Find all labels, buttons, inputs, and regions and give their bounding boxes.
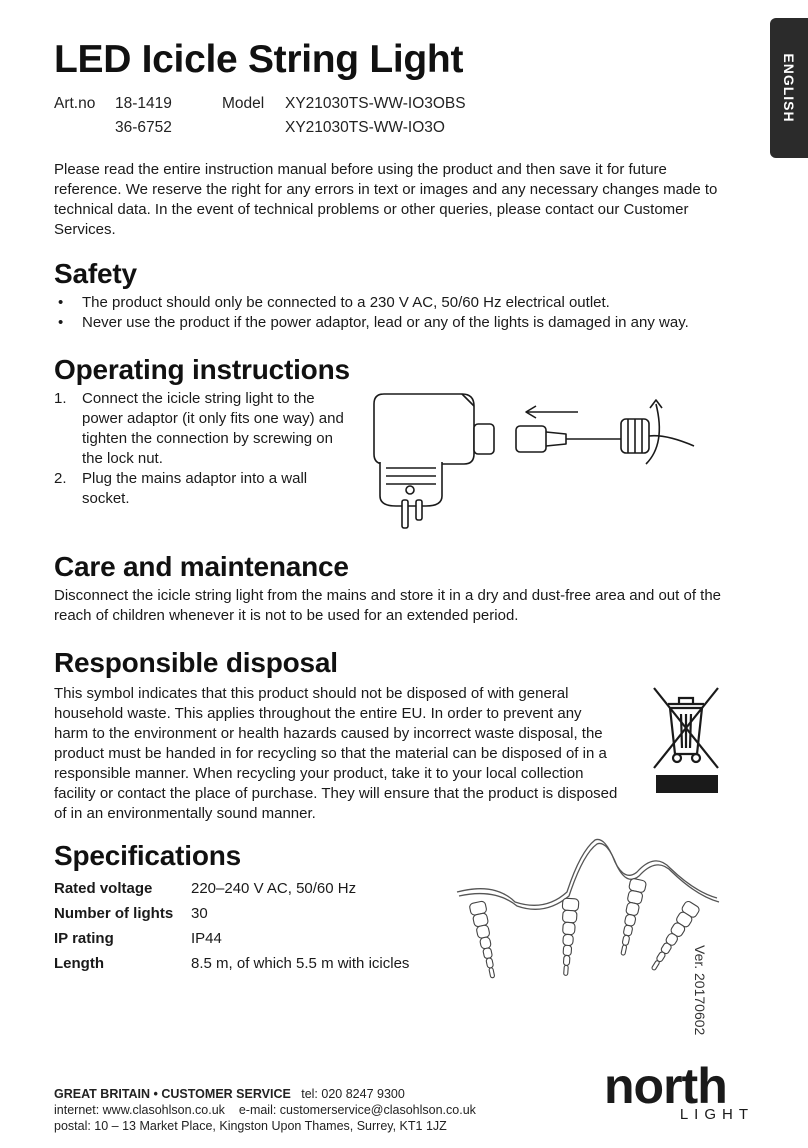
list-item: • Never use the product if the power adaptor, lead or any of the lights is damaged in any way. bbox=[54, 313, 754, 333]
operating-steps bbox=[54, 389, 344, 509]
logo-word: north bbox=[604, 1058, 727, 1114]
footer-contact bbox=[54, 1086, 476, 1134]
table-row bbox=[54, 876, 409, 901]
list-item bbox=[54, 469, 344, 509]
list-item: • The product should only be connected to a 230 V AC, 50/60 Hz electrical outlet. bbox=[54, 293, 754, 313]
model-2: XY21030TS-WW-IO3O bbox=[285, 119, 445, 136]
spec-value: 30 bbox=[191, 905, 208, 922]
spec-label: Rated voltage bbox=[54, 880, 153, 897]
table-row bbox=[54, 951, 409, 976]
footer-line-1 bbox=[54, 1086, 476, 1102]
spec-value: 220–240 V AC, 50/60 Hz bbox=[191, 880, 357, 897]
intro-paragraph: Please read the entire instruction manual before using the product and then save it for future reference. We reserve the right for any errors in text or images and any necessary changes made to technical data. In the event of technical problems or other queries, please contact our Customer Services. bbox=[54, 161, 718, 238]
care-heading: Care and maintenance bbox=[54, 551, 349, 582]
step-number: 1. bbox=[54, 390, 67, 407]
footer-line-2 bbox=[54, 1102, 476, 1118]
spec-label: Length bbox=[54, 955, 104, 972]
list-item bbox=[54, 389, 344, 469]
bin-underline-bar bbox=[656, 775, 718, 793]
crossed-bin-icon bbox=[648, 682, 724, 772]
icicle-lights-illustration bbox=[455, 832, 725, 1022]
disposal-heading: Responsible disposal bbox=[54, 647, 338, 678]
operating-heading: Operating instructions bbox=[54, 354, 350, 385]
safety-list bbox=[54, 293, 754, 333]
table-row bbox=[54, 901, 409, 926]
footer-postal: postal: 10 – 13 Market Place, Kingston Upon Thames, Surrey, KT1 1JZ bbox=[54, 1119, 447, 1133]
safety-heading: Safety bbox=[54, 258, 137, 289]
footer-email: e-mail: customerservice@clasohlson.co.uk bbox=[238, 1103, 476, 1117]
specs-heading: Specifications bbox=[54, 840, 242, 871]
footer-region: GREAT BRITAIN • CUSTOMER SERVICE bbox=[54, 1087, 291, 1101]
language-label: ENGLISH bbox=[781, 53, 797, 123]
step-number: 2. bbox=[54, 470, 67, 487]
language-tab bbox=[770, 18, 808, 158]
page-title: LED Icicle String Light bbox=[54, 38, 464, 81]
north-light-logo bbox=[604, 1058, 754, 1123]
model-label: Model bbox=[222, 95, 265, 112]
artno-label: Art.no bbox=[54, 95, 96, 112]
table-row bbox=[54, 926, 409, 951]
model-1: XY21030TS-WW-IO3OBS bbox=[285, 95, 466, 112]
footer-tel: tel: 020 8247 9300 bbox=[301, 1087, 405, 1101]
spec-label: Number of lights bbox=[54, 905, 174, 922]
artno-1: 18-1419 bbox=[115, 95, 172, 112]
step-text: Plug the mains adaptor into a wall socket. bbox=[82, 470, 308, 507]
step-text: Connect the icicle string light to the power adaptor (it only fits one way) and tighten the connection by screwing on the lock nut. bbox=[82, 390, 344, 467]
care-paragraph: Disconnect the icicle string light from the mains and store it in a dry and dust-free area and out of the reach of children whenever it is not to be used for an extended period. bbox=[54, 587, 722, 624]
disposal-paragraph: This symbol indicates that this product should not be disposed of with general household waste. This applies throughout the entire EU. In order to prevent any harm to the environment or health hazards caused by incorrect waste disposal, the product must be handed in for recycling so that the material can be disposed of in a responsible manner. When recycling your product, take it to your local collection facility or contact the place of purchase. They will ensure that the product is disposed of in an environmentally sound manner. bbox=[54, 685, 618, 822]
spec-label: IP rating bbox=[54, 930, 114, 947]
adaptor-illustration bbox=[366, 384, 696, 534]
version-label: Ver. 20170602 bbox=[692, 945, 708, 1036]
spec-value: 8.5 m, of which 5.5 m with icicles bbox=[191, 955, 410, 972]
specs-table bbox=[54, 876, 409, 976]
logo-sub: LIGHT bbox=[679, 1106, 754, 1123]
spec-value: IP44 bbox=[191, 930, 222, 947]
footer-internet: internet: www.clasohlson.co.uk bbox=[54, 1103, 225, 1117]
artno-2: 36-6752 bbox=[115, 119, 172, 136]
